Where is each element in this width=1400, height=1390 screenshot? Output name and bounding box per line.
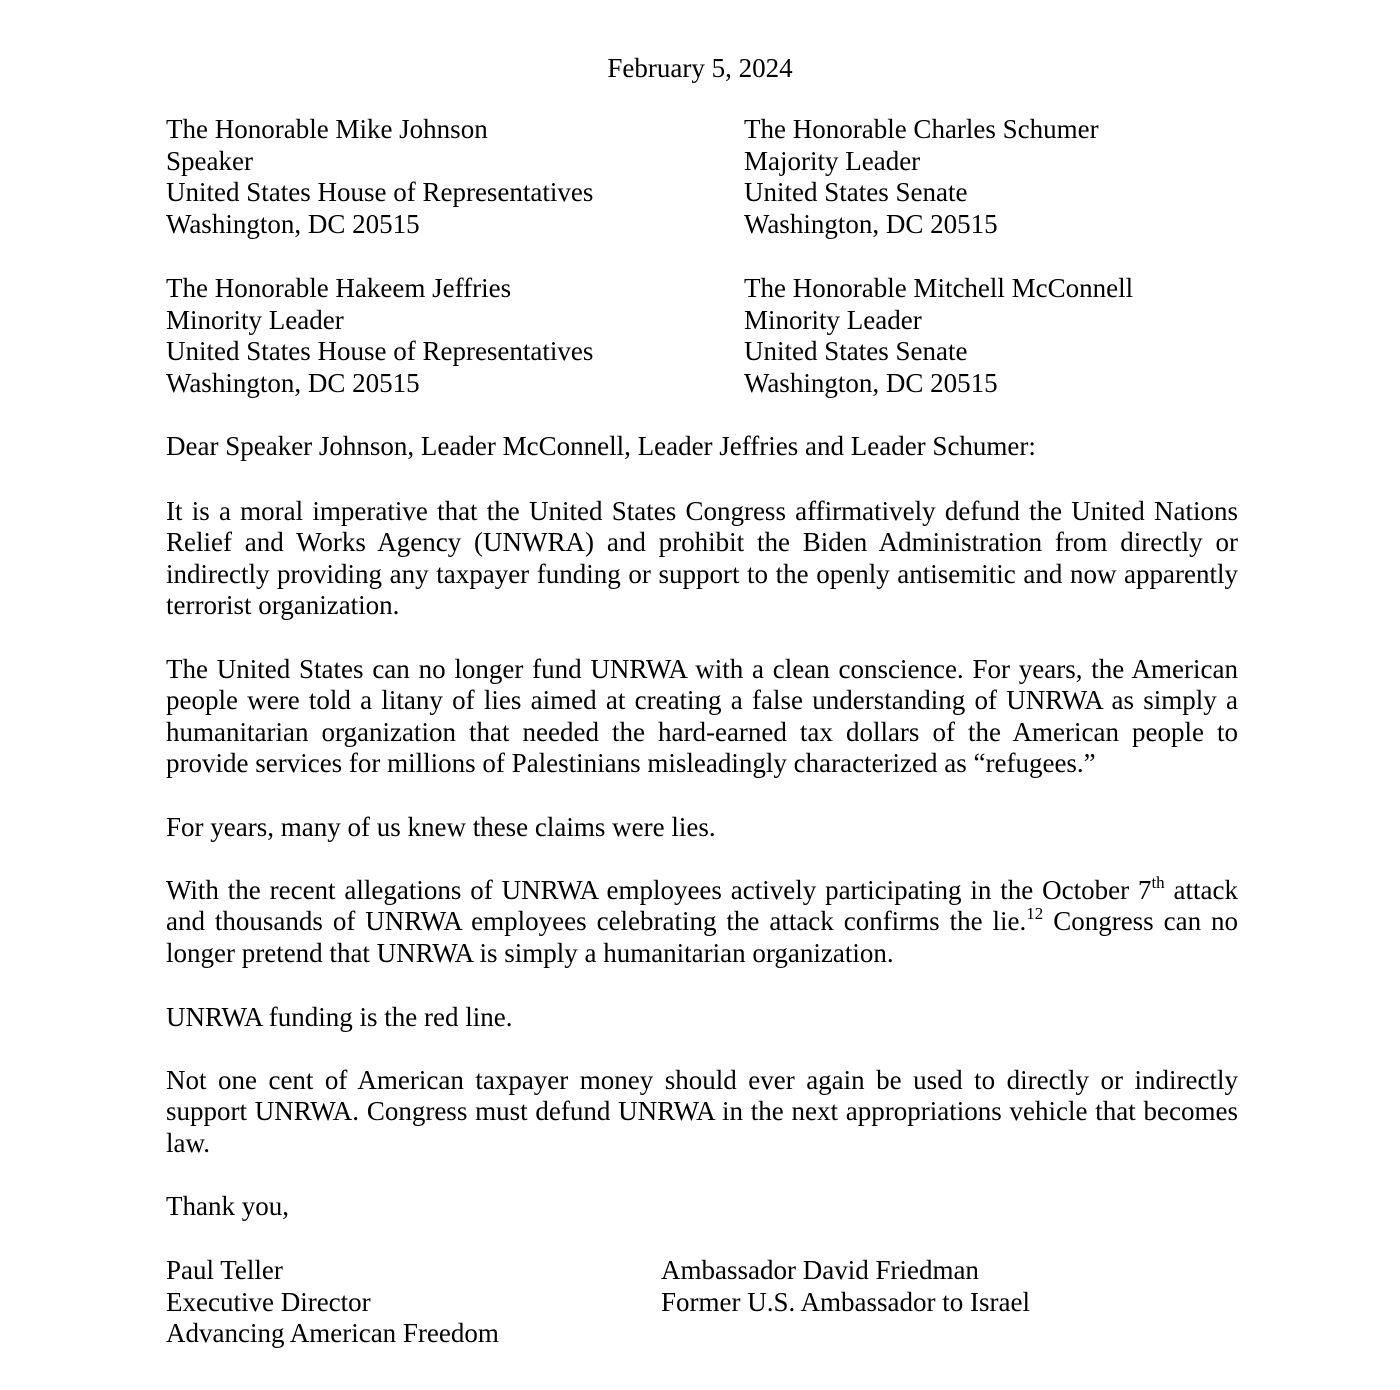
recipient-name: The Honorable Mitchell McConnell xyxy=(744,273,1134,303)
recipient-block-schumer xyxy=(744,114,1099,240)
recipient-title: Speaker xyxy=(166,145,253,176)
recipient-title: Minority Leader xyxy=(744,304,922,335)
greeting: Dear Speaker Johnson, Leader McConnell, Leader Jeffries and Leader Schumer: xyxy=(166,431,1036,461)
paragraph-5: UNRWA funding is the red line. xyxy=(166,1002,513,1032)
signatory-title: Executive Director xyxy=(166,1286,371,1317)
signatory-friedman xyxy=(661,1255,1030,1318)
recipient-city: Washington, DC 20515 xyxy=(166,208,420,239)
paragraph-6: Not one cent of American taxpayer money should ever again be used to directly or indirectly support UNRWA. Congress must defund UNRWA in the next appropriations vehicle that becomes law. xyxy=(166,1065,1238,1158)
paragraph-2: The United States can no longer fund UNRWA with a clean conscience. For years, the American people were told a litany of lies aimed at creating a false understanding of UNRWA as simply a humanitarian organization that needed the hard-earned tax dollars of the American people to provide services for millions of Palestinians misleadingly characterized as “refugees.” xyxy=(166,654,1238,778)
paragraph-4-part-3: Congress can no longer pretend that UNRWA is simply a humanitarian organization. xyxy=(166,906,1239,968)
recipient-title: Majority Leader xyxy=(744,145,921,176)
letter-date: February 5, 2024 xyxy=(607,53,793,83)
recipient-name: The Honorable Mike Johnson xyxy=(166,114,488,144)
signatory-name: Paul Teller xyxy=(166,1255,283,1285)
recipient-body: United States Senate xyxy=(744,336,968,366)
recipient-block-jeffries xyxy=(166,273,593,399)
recipient-body: United States Senate xyxy=(744,177,968,207)
paragraph-4 xyxy=(166,875,1238,969)
recipient-city: Washington, DC 20515 xyxy=(744,367,998,398)
recipient-block-johnson xyxy=(166,114,593,240)
footnote-marker: 12 xyxy=(1026,904,1044,924)
paragraph-4-part-1: With the recent allegations of UNRWA employees actively participating in the October 7 xyxy=(166,875,1152,905)
recipient-city: Washington, DC 20515 xyxy=(744,208,998,239)
closing: Thank you, xyxy=(166,1191,289,1221)
ordinal-superscript: th xyxy=(1151,873,1165,892)
recipient-body: United States House of Representatives xyxy=(166,336,594,366)
paragraph-3: For years, many of us knew these claims were lies. xyxy=(166,812,716,842)
signatory-name: Ambassador David Friedman xyxy=(661,1255,979,1285)
recipient-name: The Honorable Charles Schumer xyxy=(744,114,1099,144)
signatory-title: Former U.S. Ambassador to Israel xyxy=(661,1286,1030,1317)
recipient-title: Minority Leader xyxy=(166,304,344,335)
recipient-city: Washington, DC 20515 xyxy=(166,367,420,398)
recipient-name: The Honorable Hakeem Jeffries xyxy=(166,273,512,303)
paragraph-1: It is a moral imperative that the United States Congress affirmatively defund the United Nations Relief and Works Agency (UNWRA) and prohibit the Biden Administration from directly or indirectly providing any taxpayer funding or support to the openly antisemitic and now apparently terrorist organization. xyxy=(166,496,1238,620)
recipient-body: United States House of Representatives xyxy=(166,177,594,207)
recipient-block-mcconnell xyxy=(744,273,1133,399)
signatory-teller xyxy=(166,1255,499,1350)
paragraph-4-part-2: attack and thousands of UNRWA employees celebrating the attack confirms the lie. xyxy=(166,875,1238,937)
signatory-org: Advancing American Freedom xyxy=(166,1318,499,1348)
